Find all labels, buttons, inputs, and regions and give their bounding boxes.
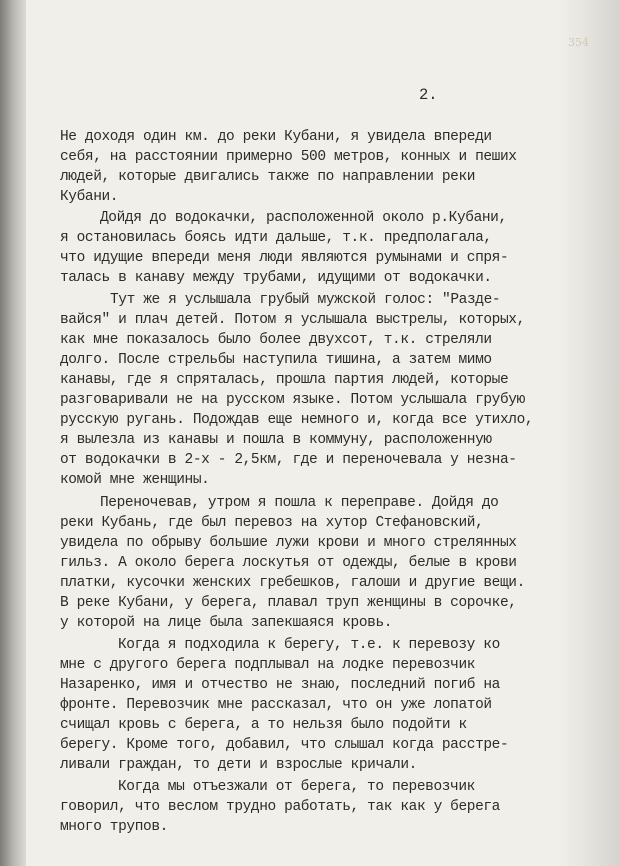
text-line: долго. После стрельбы наступила тишина, а затем мимо: [60, 352, 492, 368]
text-line: Когда я подходила к берегу, т.е. к перевозу ко: [118, 637, 500, 653]
text-line: что идущие впереди меня люди являются румынами и спря-: [60, 250, 509, 266]
text-line: от водокачки в 2-х - 2,5км, где и переночевала у незна-: [60, 452, 517, 468]
text-line: ливали граждан, то дети и взрослые кричали.: [60, 757, 417, 773]
text-line: я вылезла из канавы и пошла в коммуну, расположенную: [60, 432, 492, 448]
text-line: увидела по обрыву большие лужи крови и много стрелянных: [60, 535, 517, 551]
text-line: В реке Кубани, у берега, плавал труп женщины в сорочке,: [60, 595, 517, 611]
text-line: платки, кусочки женских гребешков, галоши и другие вещи.: [60, 575, 525, 591]
text-line: талась в канаву между трубами, идущими от водокачки.: [60, 270, 492, 286]
page-number: 2.: [419, 86, 438, 104]
text-line: Назаренко, имя и отчество не знаю, последний погиб на: [60, 677, 500, 693]
text-line: я остановилась боясь идти дальше, т.к. предполагала,: [60, 230, 492, 246]
text-line: реки Кубань, где был перевоз на хутор Стефановский,: [60, 515, 484, 531]
text-line: канавы, где я спряталась, прошла партия людей, которые: [60, 372, 509, 388]
text-line: Не доходя один км. до реки Кубани, я увидела впереди: [60, 129, 492, 145]
text-line: себя, на расстоянии примерно 500 метров, конных и пеших: [60, 149, 517, 165]
text-line: счищал кровь с берега, а то нельзя было подойти к: [60, 717, 467, 733]
text-line: разговаривали не на русском языке. Потом услышала грубую: [60, 392, 525, 408]
archive-page-mark: 354: [568, 36, 589, 49]
text-line: вайся" и плач детей. Потом я услышала выстрелы, которых,: [60, 312, 525, 328]
text-line: людей, которые двигались также по направлении реки: [60, 169, 476, 185]
text-line: берегу. Кроме того, добавил, что слышал когда расстре-: [60, 737, 509, 753]
text-line: Кубани.: [60, 189, 119, 205]
text-line: Переночевав, утром я пошла к переправе. Дойдя до: [100, 495, 499, 511]
text-line: как мне показалось было более двухсот, т.к. стреляли: [60, 332, 492, 348]
text-line: Тут же я услышала грубый мужской голос: "Разде-: [110, 292, 501, 308]
text-line: у которой на лице была запекшаяся кровь.: [60, 615, 393, 631]
text-line: комой мне женщины.: [60, 472, 210, 488]
text-line: русскую ругань. Подождав еще немного и, когда все утихло,: [60, 412, 534, 428]
text-line: гильз. А около берега лоскутья от одежды, белые в крови: [60, 555, 517, 571]
text-line: Когда мы отъезжали от берега, то перевозчик: [118, 779, 475, 795]
text-line: мне с другого берега подплывал на лодке перевозчик: [60, 657, 476, 673]
text-line: фронте. Перевозчик мне рассказал, что он уже лопатой: [60, 697, 492, 713]
text-line: говорил, что веслом трудно работать, так как у берега: [60, 799, 500, 815]
text-line: Дойдя до водокачки, расположенной около р.Кубани,: [100, 210, 507, 226]
text-line: много трупов.: [60, 819, 168, 835]
